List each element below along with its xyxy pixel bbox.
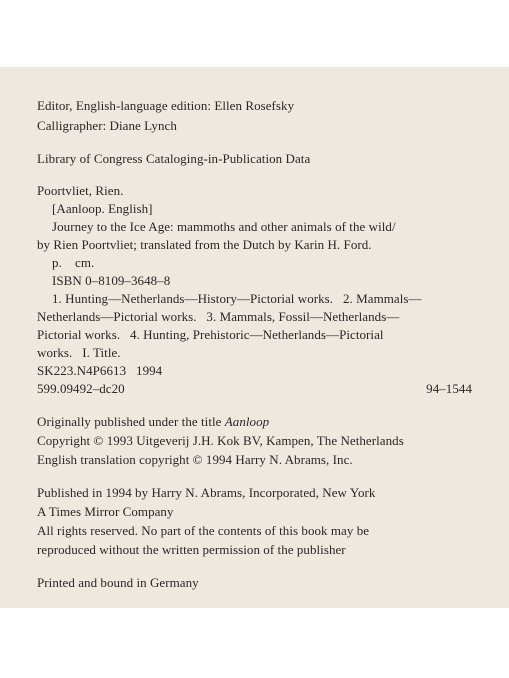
- cip-dewey: 599.09492–dc20: [37, 381, 125, 396]
- cip-title-line-1: Journey to the Ice Age: mammoths and other animals of the wild/: [52, 219, 396, 234]
- published-line: Published in 1994 by Harry N. Abrams, Incorporated, New York: [37, 485, 376, 500]
- cip-pages: p. cm.: [52, 255, 95, 270]
- original-title-prefix: Originally published under the title: [37, 414, 225, 429]
- cip-title-line-2: by Rien Poortvliet; translated from the Dutch by Karin H. Ford.: [37, 237, 372, 252]
- rights-line-1: All rights reserved. No part of the contents of this book may be: [37, 523, 370, 538]
- editor-credit: Editor, English-language edition: Ellen Rosefsky: [37, 98, 295, 113]
- original-title-line: [37, 414, 269, 430]
- company-line: A Times Mirror Company: [37, 504, 174, 519]
- translation-copyright-line: English translation copyright © 1994 Harry N. Abrams, Inc.: [37, 452, 353, 467]
- cip-subject-line: 1. Hunting—Netherlands—History—Pictorial works. 2. Mammals—: [52, 291, 422, 306]
- cip-author: Poortvliet, Rien.: [37, 183, 124, 198]
- copyright-line: Copyright © 1993 Uitgeverij J.H. Kok BV, Kampen, The Netherlands: [37, 433, 404, 448]
- cip-subject-line: Pictorial works. 4. Hunting, Prehistoric—Netherlands—Pictorial: [37, 327, 384, 342]
- cip-lc-class: SK223.N4P6613 1994: [37, 363, 163, 378]
- calligrapher-credit: Calligrapher: Diane Lynch: [37, 118, 177, 133]
- rights-line-2: reproduced without the written permission of the publisher: [37, 542, 346, 557]
- cip-subject-line: works. I. Title.: [37, 345, 121, 360]
- printed-line: Printed and bound in Germany: [37, 575, 199, 590]
- cip-subject-line: Netherlands—Pictorial works. 3. Mammals, Fossil—Netherlands—: [37, 309, 400, 324]
- cip-isbn: ISBN 0–8109–3648–8: [52, 273, 171, 288]
- copyright-page: [0, 67, 509, 608]
- original-title: Aanloop: [224, 414, 270, 429]
- cip-lccn: 94–1544: [426, 381, 472, 396]
- cip-uniform-title: [Aanloop. English]: [52, 201, 153, 216]
- cip-heading: Library of Congress Cataloging-in-Publication Data: [37, 151, 311, 166]
